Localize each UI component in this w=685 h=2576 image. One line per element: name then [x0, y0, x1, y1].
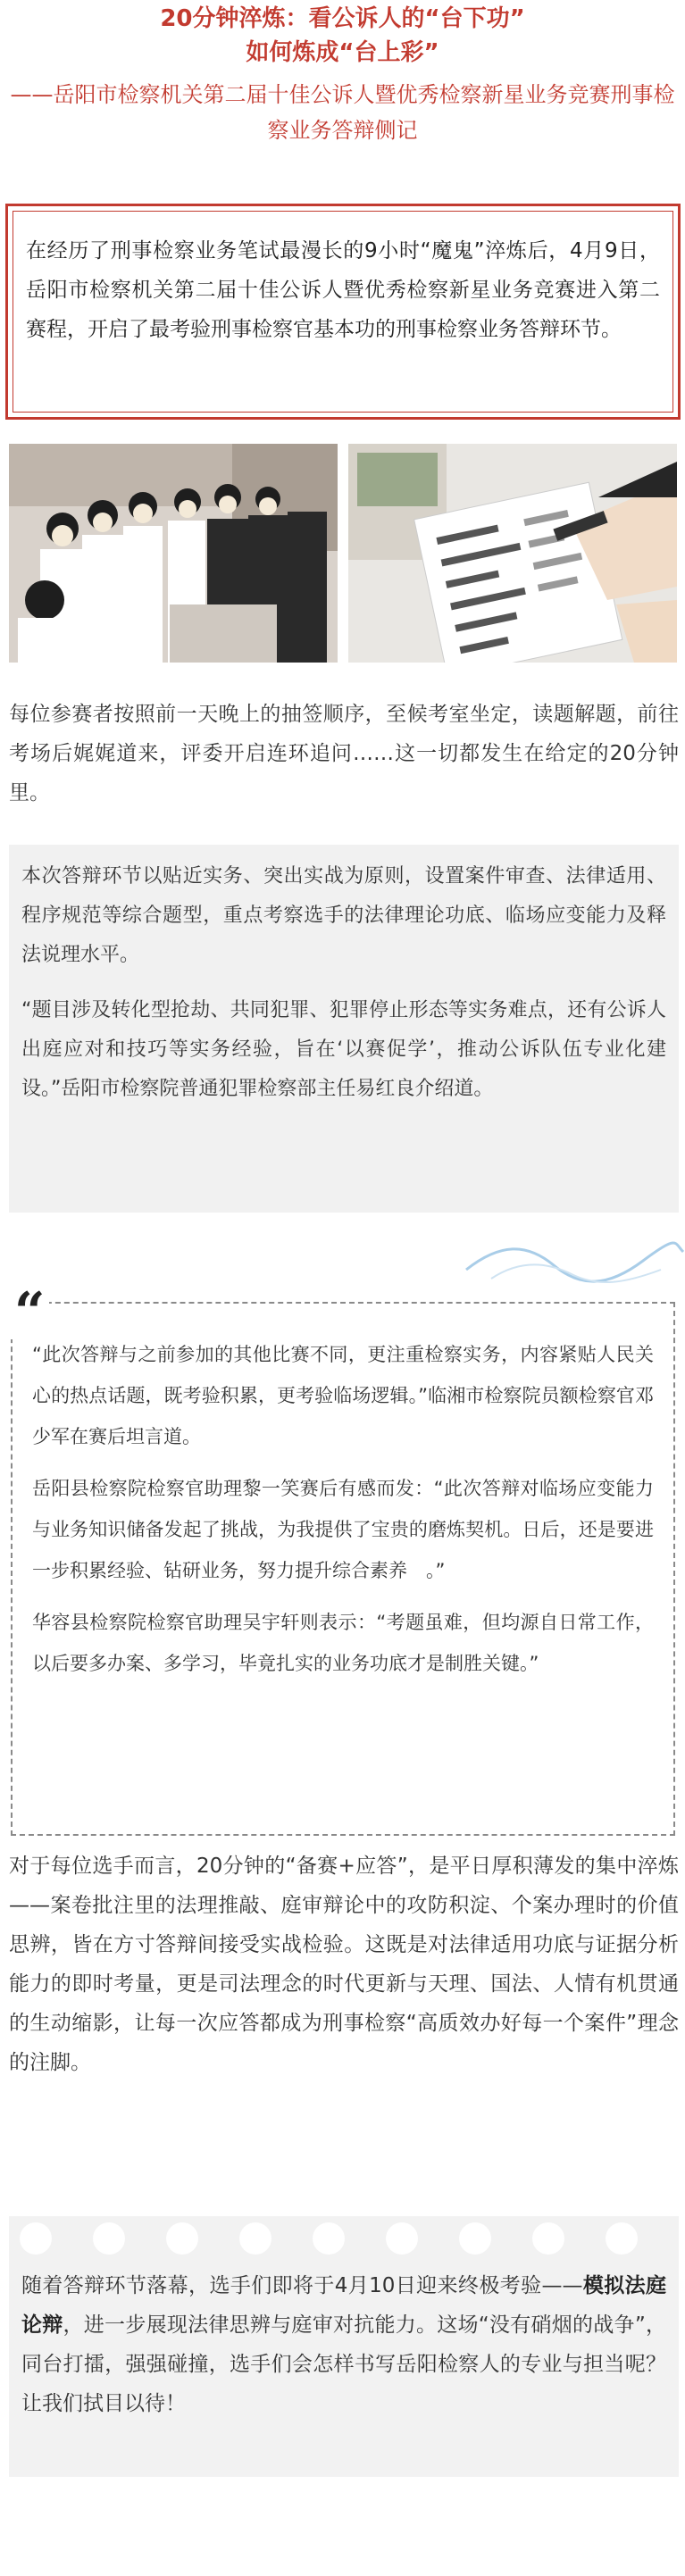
quote-deng-shaojun: “此次答辩与之前参加的其他比赛不同，更注重检察实务，内容紧贴人民关心的热点话题，既考验积累，更考验临场逻辑。”临湘市检察院员额检察官邓少军在赛后坦言道。: [32, 1344, 654, 1447]
dot-row-decoration: [9, 2216, 679, 2261]
ending-text-bold: 模拟法庭论辩: [21, 2274, 666, 2337]
photo-drawing-lots-illustration: [348, 444, 677, 663]
quote-li-yixiao: 岳阳县检察院检察官助理黎一笑赛后有感而发：“此次答辩对临场应变能力与业务知识储备发起了挑战，为我提供了宝贵的磨炼契机。日后，还是要进一步积累经验、钻研业务，努力提升综合素养 。”: [32, 1478, 654, 1581]
grey-panel: [9, 845, 679, 1213]
intro-text: 在经历了刑事检察业务笔试最漫长的9小时“魔鬼”淬炼后，4月9日，岳阳市检察机关第二届十佳公诉人暨优秀检察新星业务竞赛进入第二赛程，开启了最考验刑事检察官基本功的刑事检察业务答辩环节。: [13, 211, 673, 413]
photo-drawing-lots: [348, 444, 677, 663]
subtitle: ——岳阳市检察机关第二届十佳公诉人暨优秀检察新星业务竞赛刑事检察业务答辩侧记: [10, 82, 675, 143]
title-line-1: 20分钟淬炼：看公诉人的“台下功”: [160, 5, 525, 32]
ending-panel: [9, 2216, 679, 2477]
grey-panel-paragraph-1: 本次答辩环节以贴近实务、突出实战为原则，设置案件审查、法律适用、程序规范等综合题型，重点考察选手的法律理论功底、临场应变能力及释法说理水平。: [21, 865, 666, 966]
left-double-quote-icon: “: [11, 1286, 49, 1339]
intro-box: [5, 204, 681, 420]
paragraph-summary: 对于每位选手而言，20分钟的“备赛+应答”，是平日厚积薄发的集中淬炼——案卷批注里的法理推敲、庭审辩论中的攻防积淀、个案办理时的价值思辨，皆在方寸答辩间接受实战检验。这既是对法律适用功底与证据分析能力的即时考量，更是司法理念的时代更新与天理、国法、人情有机贯通的生动缩影，让每一次应答都成为刑事检察“高质效办好每一个案件”理念的注脚。: [9, 1855, 679, 2074]
ending-text-before: 随着答辩环节落幕，选手们即将于4月10日迎来终极考验——: [21, 2274, 583, 2297]
article-header: [0, 0, 685, 148]
quotes-panel: [11, 1302, 675, 1836]
photo-contestants-lined-up: [9, 444, 338, 663]
quote-wu-yuxuan: 华容县检察院检察官助理吴宇轩则表示：“考题虽难，但均源自日常工作，以后要多办案、多学习，毕竟扎实的业务功底才是制胜关键。”: [32, 1612, 654, 1674]
wave-decoration-icon: [464, 1234, 685, 1288]
ending-text: [21, 2266, 666, 2423]
grey-panel-paragraph-2: “题目涉及转化型抢劫、共同犯罪、犯罪停止形态等实务难点，还有公诉人出庭应对和技巧等实务经验，旨在‘以赛促学’，推动公诉队伍专业化建设。”岳阳市检察院普通犯罪检察部主任易红良介绍道。: [21, 999, 666, 1100]
paragraph-procedure: 每位参赛者按照前一天晚上的抽签顺序，至候考室坐定，读题解题，前往考场后娓娓道来，评委开启连环追问……这一切都发生在给定的20分钟里。: [9, 703, 679, 804]
photo-contestants-illustration: [9, 444, 338, 663]
ending-text-after: ，进一步展现法律思辨与庭审对抗能力。这场“没有硝烟的战争”，同台打擂，强强碰撞，选手们会怎样书写岳阳检察人的专业与担当呢？让我们拭目以待！: [21, 2313, 666, 2415]
title-line-2: 如何炼成“台上彩”: [246, 39, 439, 66]
